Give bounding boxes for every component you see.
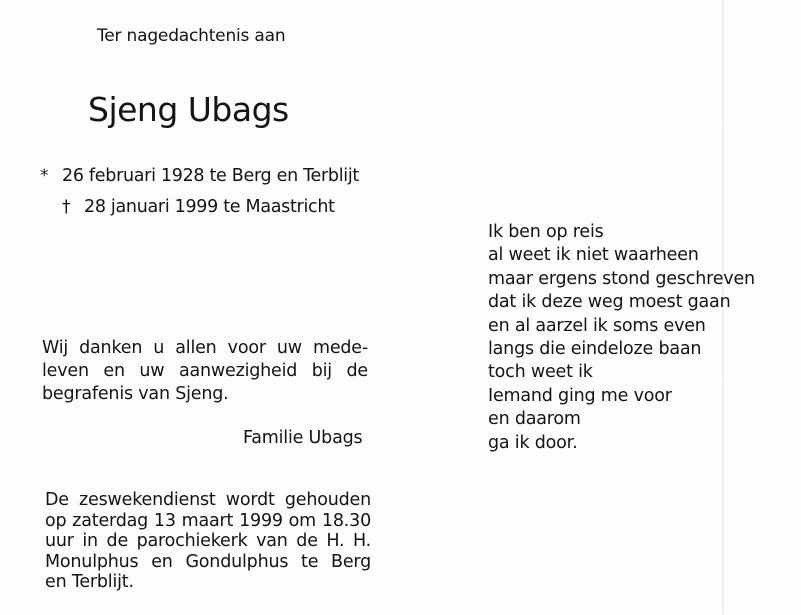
- death-text: 28 januari 1999 te Maastricht: [84, 197, 335, 217]
- service-line: op zaterdag 13 maart 1999 om 18.30: [45, 510, 371, 531]
- death-line: [62, 197, 335, 217]
- service-paragraph: [45, 490, 371, 593]
- birth-symbol: *: [40, 166, 49, 186]
- intro-text: Ter nagedachtenis aan: [97, 26, 286, 46]
- service-line: Monulphus en Gondulphus te Berg: [45, 551, 371, 572]
- birth-line: [40, 166, 359, 186]
- deceased-name: Sjeng Ubags: [88, 90, 289, 129]
- poem-line: en daarom: [488, 409, 581, 430]
- poem-line: toch weet ik: [488, 362, 593, 383]
- family-signature: Familie Ubags: [243, 428, 363, 448]
- thanks-line: Wij danken u allen voor uw mede-: [42, 338, 368, 358]
- poem-line: dat ik deze weg moest gaan: [488, 292, 731, 313]
- poem-line: ga ik door.: [488, 432, 578, 453]
- thanks-line: begrafenis van Sjeng.: [42, 384, 229, 404]
- poem: [488, 221, 755, 455]
- service-line: De zeswekendienst wordt gehouden: [45, 490, 371, 510]
- service-line: uur in de parochiekerk van de H. H.: [45, 531, 371, 552]
- poem-line: langs die eindeloze baan: [488, 339, 702, 360]
- thanks-paragraph: [42, 337, 368, 406]
- poem-line: Ik ben op reis: [488, 222, 604, 242]
- poem-line: maar ergens stond geschreven: [488, 268, 755, 289]
- poem-line: Iemand ging me voor: [488, 385, 672, 406]
- poem-line: en al aarzel ik soms even: [488, 315, 706, 336]
- service-line: en Terblijt.: [45, 572, 134, 593]
- thanks-line: leven en uw aanwezigheid bij de: [42, 361, 368, 381]
- birth-text: 26 februari 1928 te Berg en Terblijt: [62, 166, 359, 186]
- death-symbol: †: [62, 197, 71, 217]
- poem-line: al weet ik niet waarheen: [488, 245, 699, 266]
